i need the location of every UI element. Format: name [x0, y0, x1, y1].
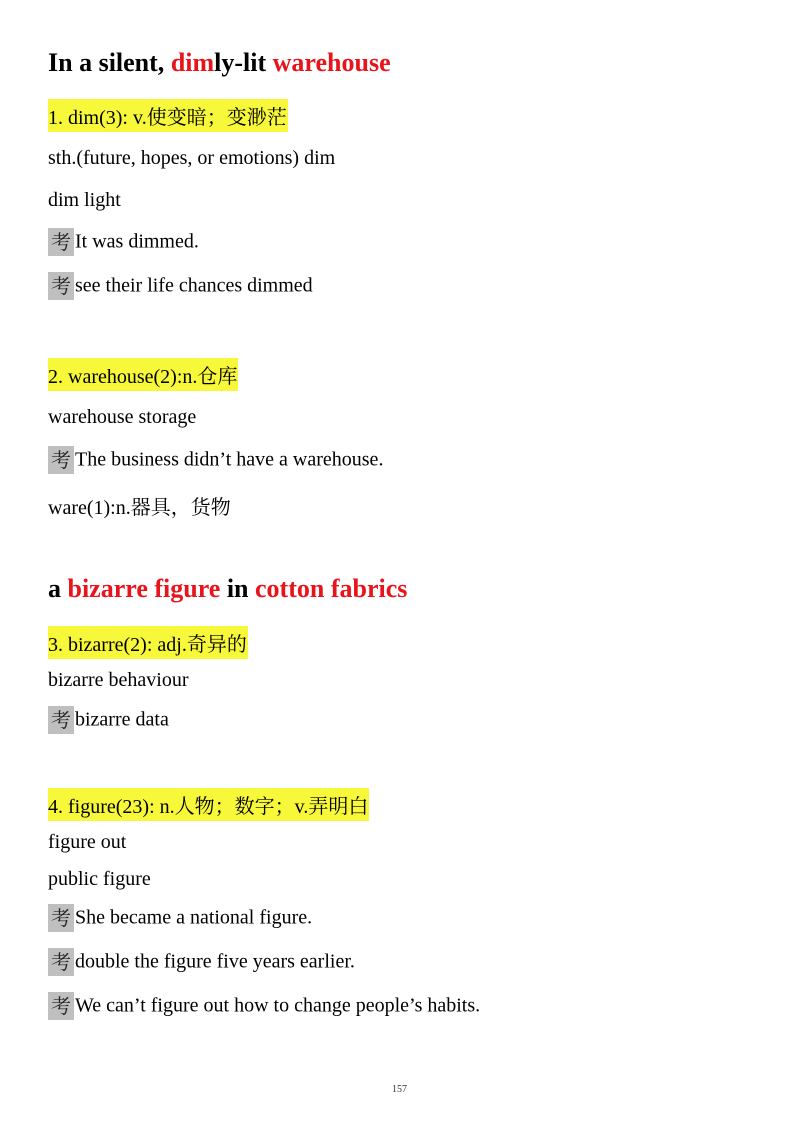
heading-part: cotton fabrics [255, 574, 408, 603]
exam-sentence: The business didn’t have a warehouse. [75, 448, 384, 471]
entry-line: ware(1):n.器具，货物 [48, 497, 231, 519]
exam-example [48, 446, 383, 474]
heading-part: dim [170, 48, 215, 77]
exam-example [48, 904, 312, 932]
exam-sentence: see their life chances dimmed [75, 274, 313, 297]
entry-title-warehouse: 2. warehouse(2):n.仓库 [48, 358, 238, 391]
exam-sentence: She became a national figure. [75, 906, 313, 929]
entry-line: public figure [48, 868, 151, 890]
heading-part: warehouse [272, 48, 391, 77]
exam-marker-icon: 考 [48, 706, 74, 734]
exam-example [48, 228, 199, 256]
heading-part: ly-lit [214, 48, 273, 77]
exam-marker-icon: 考 [48, 904, 74, 932]
entry-line: warehouse storage [48, 406, 197, 428]
section-heading-1 [48, 48, 391, 78]
exam-marker-icon: 考 [48, 992, 74, 1020]
section-heading-2 [48, 574, 407, 604]
entry-line: dim light [48, 189, 121, 211]
exam-marker-icon: 考 [48, 272, 74, 300]
entry-line: bizarre behaviour [48, 669, 189, 691]
exam-sentence: bizarre data [75, 708, 169, 731]
exam-example [48, 706, 169, 734]
entry-line: sth.(future, hopes, or emotions) dim [48, 147, 336, 169]
exam-marker-icon: 考 [48, 948, 74, 976]
page-number: 157 [392, 1084, 407, 1095]
exam-sentence: double the figure five years earlier. [75, 950, 355, 973]
entry-title-dim: 1. dim(3): v.使变暗；变渺茫 [48, 99, 288, 132]
exam-example [48, 272, 313, 300]
heading-part: in [220, 574, 256, 603]
exam-example [48, 992, 480, 1020]
heading-part: bizarre figure [67, 574, 221, 603]
heading-part: In a silent, [48, 48, 171, 77]
exam-sentence: It was dimmed. [75, 230, 199, 253]
exam-sentence: We can’t figure out how to change people’s habits. [75, 994, 481, 1017]
entry-title-bizarre: 3. bizarre(2): adj.奇异的 [48, 626, 248, 659]
entry-title-figure: 4. figure(23): n.人物；数字；v.弄明白 [48, 788, 369, 821]
entry-line: figure out [48, 831, 127, 853]
heading-part: a [48, 574, 68, 603]
exam-example [48, 948, 355, 976]
exam-marker-icon: 考 [48, 228, 74, 256]
exam-marker-icon: 考 [48, 446, 74, 474]
